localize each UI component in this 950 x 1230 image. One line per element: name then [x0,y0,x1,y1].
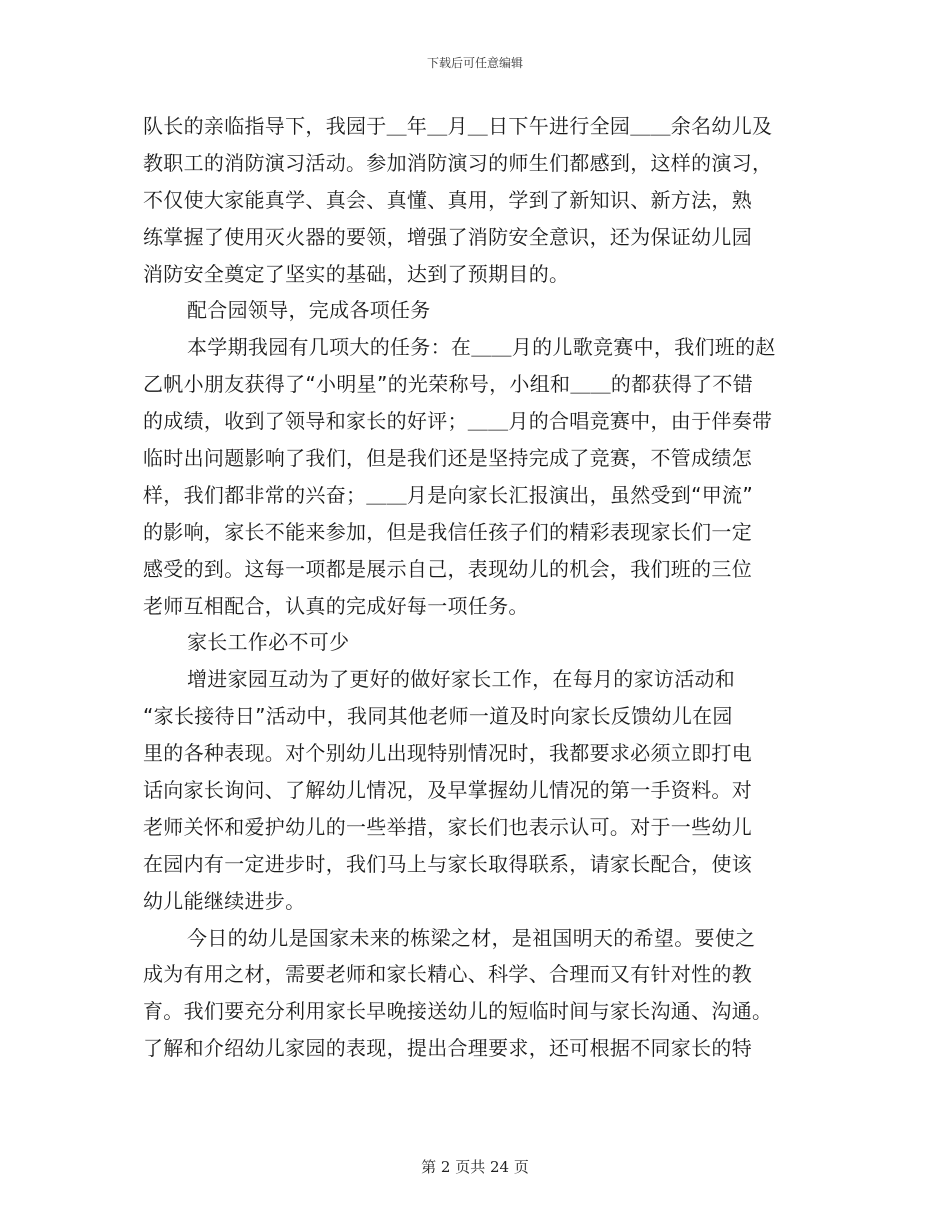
text-line: 家长工作必不可少 [187,630,350,655]
text-line: 话向家长询问、了解幼儿情况，及早掌握幼儿情况的第一手资料。对 [143,778,752,803]
text-line: 感受的到。这每一项都是展示自己，表现幼儿的机会，我们班的三位 [143,556,752,581]
text-line: 增进家园互动为了更好的做好家长工作，在每月的家访活动和 [187,667,736,692]
text-line: 的影响，家长不能来参加，但是我信任孩子们的精彩表现家长们一定 [143,519,752,544]
text-line: 队长的亲临指导下，我园于＿年＿月＿日下午进行全园＿＿余名幼儿及 [143,114,773,138]
text-line: 幼儿能继续进步。 [143,888,306,913]
text-line: 样，我们都非常的兴奋；＿＿月是向家长汇报演出，虽然受到“甲流” [143,482,754,507]
text-line: 老师互相配合，认真的完成好每一项任务。 [143,593,529,618]
text-line: 的成绩，收到了领导和家长的好评；＿＿月的合唱竞赛中，由于伴奏带 [143,409,773,434]
text-line: 练掌握了使用灭火器的要领，增强了消防安全意识，还为保证幼儿园 [143,224,752,249]
text-line: 里的各种表现。对个别幼儿出现特别情况时，我都要求必须立即打电 [143,741,752,766]
text-line: 乙帆小朋友获得了“小明星”的光荣称号，小组和＿＿的都获得了不错 [143,372,754,397]
text-line: 教职工的消防演习活动。参加消防演习的师生们都感到，这样的演习， [143,150,773,175]
page-header: 下载后可任意编辑 [426,56,523,70]
text-line: 了解和介绍幼儿家园的表现，提出合理要求，还可根据不同家长的特 [143,1036,752,1061]
text-line: 不仅使大家能真学、真会、真懂、真用，学到了新知识、新方法，熟 [143,187,752,212]
document-body [143,108,813,1067]
text-line: 消防安全奠定了坚实的基础，达到了预期目的。 [143,261,570,286]
text-line: 今日的幼儿是国家未来的栋梁之材，是祖国明天的希望。要使之 [187,925,756,950]
text-line: 育。我们要充分利用家长早晚接送幼儿的短临时间与家长沟通、沟通。 [143,999,773,1024]
page-number: 第 2 页共 24 页 [421,1158,529,1176]
text-line: “家长接待日”活动中，我同其他老师一道及时向家长反馈幼儿在园 [143,704,733,729]
text-line: 在园内有一定进步时，我们马上与家长取得联系，请家长配合，使该 [143,851,752,876]
text-line: 本学期我园有几项大的任务：在＿＿月的儿歌竞赛中，我们班的赵 [187,335,776,360]
text-line: 老师关怀和爱护幼儿的一些举措，家长们也表示认可。对于一些幼儿 [143,814,752,839]
text-line: 成为有用之材，需要老师和家长精心、科学、合理而又有针对性的教 [143,962,752,987]
text-line: 配合园领导，完成各项任务 [187,298,431,323]
text-line: 临时出问题影响了我们，但是我们还是坚持完成了竞赛，不管成绩怎 [143,446,752,471]
